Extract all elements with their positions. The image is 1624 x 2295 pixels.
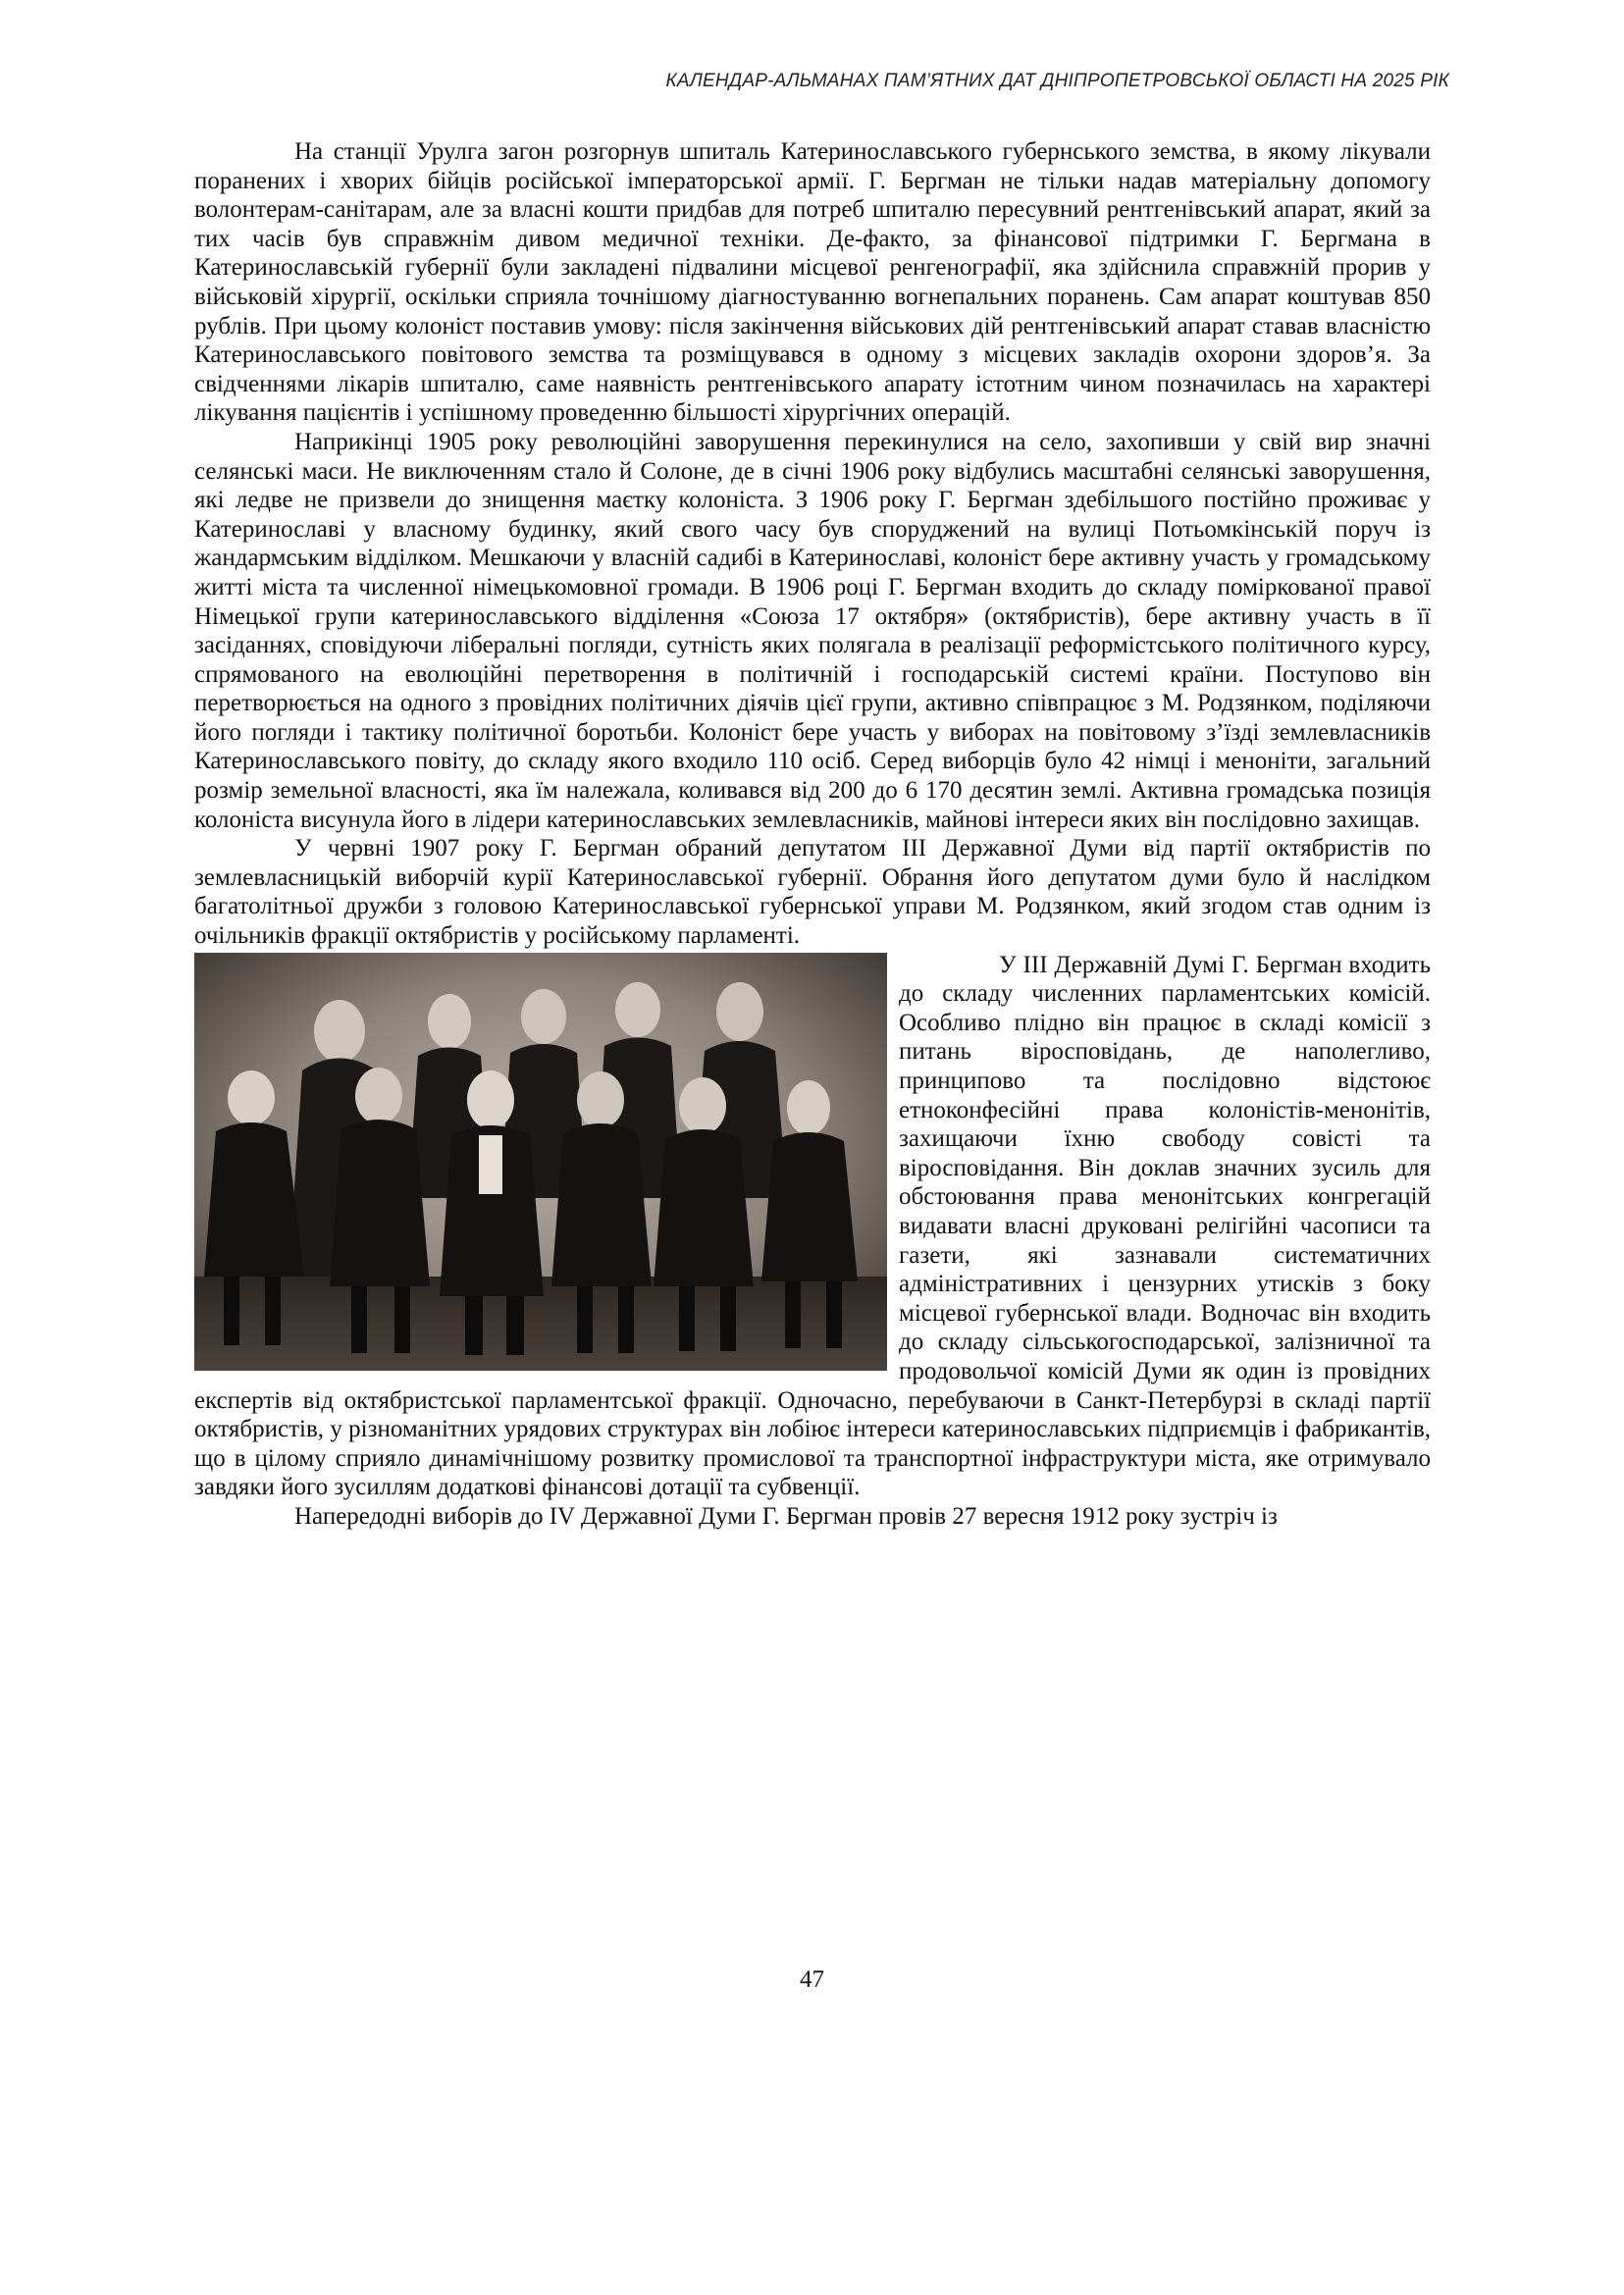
paragraph-5: Напередодні виборів до IV Державної Думи Г. Бергман провів 27 вересня 1912 року зустріч із xyxy=(294,1502,1278,1530)
running-header: КАЛЕНДАР-АЛЬМАНАХ ПАМ’ЯТНИХ ДАТ ДНІПРОПЕТРОВСЬКОЇ ОБЛАСТІ НА 2025 РІК xyxy=(665,71,1449,91)
paragraph-2: Наприкінці 1905 року революційні заворушення перекинулися на село, захопивши у свій вир значні селянські маси. Не виключенням стало й Солоне, де в січні 1906 року відбулись масштабні селянські заворушення, які ледве не призвели до знищення маєтку колоніста. З 1906 року Г. Бергман здебільшого постійно проживає у Катеринославі у власному будинку, який свого часу був споруджений на вулиці Потьомкінській поруч із жандармським відділком. Мешкаючи у власній садибі в Катеринославі, колоніст бере активну участь у громадському житті міста та численної німецькомовної громади. В 1906 році Г. Бергман входить до складу поміркованої правої Німецької групи катеринославського відділення «Союза 17 октября» (октябристів), бере активну участь в її засіданнях, сповідуючи ліберальні погляди, сутність яких полягала в реалізації реформістського політичного курсу, спрямованого на еволюційні перетворення в політичній і господарській системі країни. Поступово він перетворюється на одного з провідних політичних діячів цієї групи, активно співпрацює з М. Родзянком, поділяючи його погляди і тактику політичної боротьби. Колоніст бере участь у виборах на повітовому з’їзді землевласників Катеринославського повіту, до складу якого входило 110 осіб. Серед виборців було 42 німці і меноніти, загальний розмір земельної власності, яка їм належала, коливався від 200 до 6 170 десятин землі. Активна громадська позиція колоніста висунула його в лідери катеринославських землевласників, майнові інтереси яких він послідовно захищав. xyxy=(194,428,1431,833)
paragraph-1: На станції Урулга загон розгорнув шпиталь Катеринославського губернського земства, в якому лікували поранених і хворих бійців російської імператорської армії. Г. Бергман не тільки надав матеріальну допомогу волонтерам-санітарам, але за власні кошти придбав для потреб шпиталю пересувний рентгенівський апарат, який за тих часів був справжнім дивом медичної техніки. Де-факто, за фінансової підтримки Г. Бергмана в Катеринославській губернії були закладені підвалини місцевої ренгенографії, яка здійснила справжній прорив у військовій хірургії, оскільки сприяла точнішому діагностуванню вогнепальних поранень. Сам апарат коштував 850 рублів. При цьому колоніст поставив умову: після закінчення військових дій рентгенівський апарат ставав власністю Катеринославського повітового земства та розміщувався в одному з місцевих закладів охорони здоров’я. За свідченнями лікарів шпиталю, саме наявність рентгенівського апарату істотним чином позначилась на характері лікування пацієнтів і успішному проведенню більшості хірургічних операцій. xyxy=(194,138,1431,427)
paragraph-4: У ІІІ Державній Думі Г. Бергман входить до складу численних парламентських комісій. Особливо плідно він працює в складі комісії з питань віросповідань, де наполегливо, принципово та послідовно відстоює етноконфесійні права колоністів-менонітів, захищаючи їхню свободу совісті та віросповідання. Він доклав значних зусиль для обстоювання права менонітських конгрегацій видавати власні друковані релігійні часописи та газети, які зазнавали систематичних адміністративних і цензурних утисків з боку місцевої губернської влади. Водночас він входить до складу сільськогосподарської, залізничної та продовольчої комісій Думи як один із провідних експертів від октябристської парламентської фракції. Одночасно, перебуваючи в Санкт-Петербурзі в складі партії октябристів, у різноманітних урядових структурах він лобіює інтереси катеринославських підприємців і фабрикантів, що в цілому сприяло динамічнішому розвитку промислової та транспортної інфраструктури міста, яке отримувало завдяки його зусиллям додаткові фінансові дотації та субвенції. xyxy=(194,951,1431,1501)
group-portrait-photo xyxy=(194,953,887,1371)
paragraph-3: У червні 1907 року Г. Бергман обраний депутатом ІІІ Державної Думи від партії октябристів по землевласницькій виборчій курії Катеринославської губернії. Обрання його депутатом думи було й наслідком багатолітньої дружби з головою Катеринославської губернської управи М. Родзянком, який згодом став одним із очільників фракції октябристів у російському парламенті. xyxy=(194,835,1431,950)
article-body xyxy=(194,137,1431,1532)
page-number: 47 xyxy=(800,1966,824,1993)
